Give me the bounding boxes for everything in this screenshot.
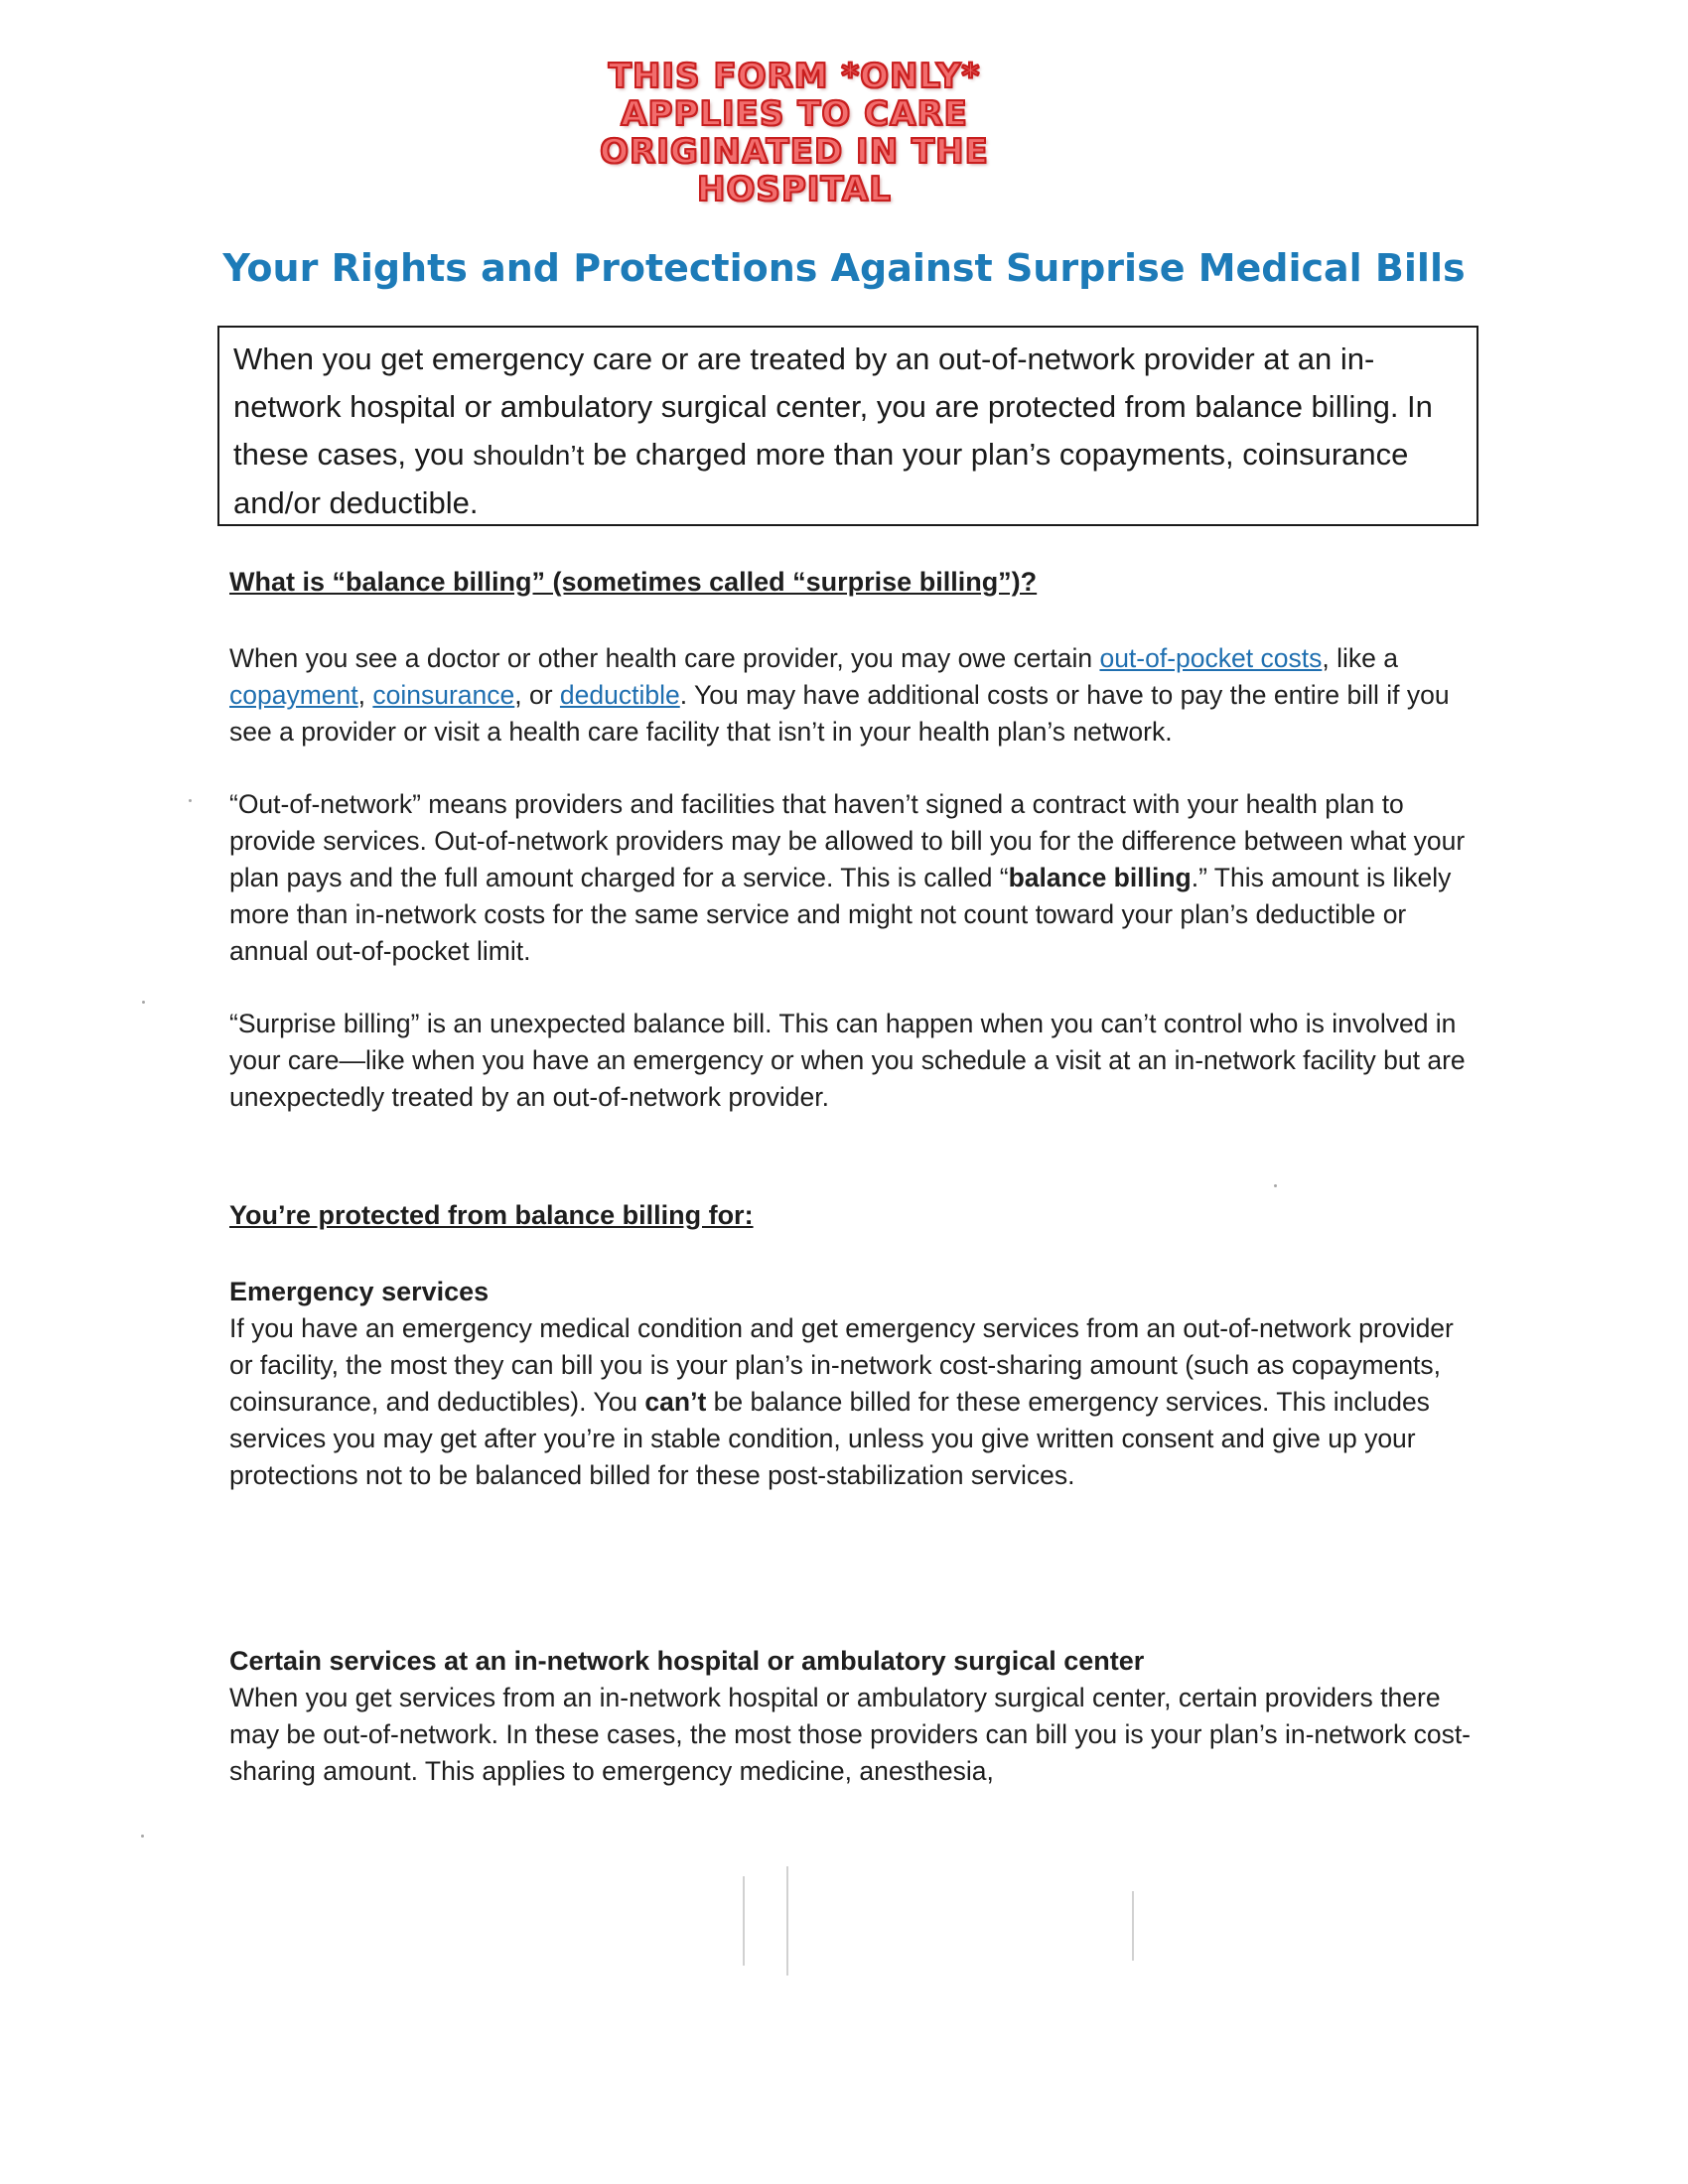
scan-artifact-dot — [141, 1835, 144, 1838]
emergency-text-2: be balance billed for these emergency services. This includes services you may get after you’re in stable condition, unless you give written consent and give up your protections not to be balanced billed for these post-stabilization services. — [229, 1387, 1430, 1490]
banner-line-4: HOSPITAL — [697, 170, 892, 209]
summary-box — [217, 326, 1478, 526]
summary-text-end: be charged more than your plan’s copayments, coinsurance and/or deductible. — [233, 437, 1409, 520]
page-title: Your Rights and Protections Against Surprise Medical Bills — [222, 246, 1466, 290]
emergency-services-subheading: Emergency services — [229, 1277, 490, 1306]
banner-line-1: THIS FORM *ONLY* — [608, 57, 981, 96]
document-body — [229, 564, 1480, 1790]
balance-billing-term: balance billing — [1008, 863, 1192, 892]
cant-term: can’t — [644, 1387, 707, 1417]
protections-heading: You’re protected from balance billing for: — [229, 1200, 754, 1230]
paragraph-certain-services: When you get services from an in-network hospital or ambulatory surgical center, certain providers there may be out-of-network. In these cases, the most those providers can bill you is your plan’s in-network cost-sharing amount. This applies to emergency medicine, anesthesia, — [229, 1683, 1472, 1786]
balance-billing-heading: What is “balance billing” (sometimes called “surprise billing”)? — [229, 567, 1038, 597]
scan-artifact-dot — [1274, 1184, 1277, 1187]
certain-services-subheading: Certain services at an in-network hospital or ambulatory surgical center — [229, 1646, 1145, 1676]
scan-artifact-dot — [189, 799, 192, 802]
paragraph-surprise-billing: “Surprise billing” is an unexpected balance bill. This can happen when you can’t control who is involved in your care—like when you have an emergency or when you schedule a visit at an in-network facility but are unexpectedly treated by an out-of-network provider. — [229, 1009, 1466, 1112]
emergency-text-1: If you have an emergency medical condition and get emergency services from an out-of-network provider or facility, the most they can bill you is your plan’s in-network cost-sharing amount (such as copayments, coinsurance, and deductibles). You — [229, 1313, 1454, 1417]
p1-text-1: When you see a doctor or other health care provider, you may owe certain — [229, 643, 1100, 673]
p1-text-2: , like a — [1322, 643, 1398, 673]
deductible-link[interactable]: deductible — [559, 680, 680, 710]
coinsurance-link[interactable]: coinsurance — [372, 680, 515, 710]
paragraph-emergency-services — [229, 1310, 1480, 1494]
scan-artifact-line — [1132, 1891, 1134, 1961]
copayment-link[interactable]: copayment — [229, 680, 358, 710]
banner-line-2: APPLIES TO CARE — [621, 94, 968, 134]
p2-text-2: .” This amount is likely more than in-network costs for the same service and might not count toward your plan’s deductible or annual out-of-pocket limit. — [229, 863, 1452, 966]
p1-text-4: , or — [514, 680, 560, 710]
summary-text-start: When you get emergency care or are treated by an out-of-network provider at an in-network hospital or ambulatory surgical center, you are protected from balance billing. In these cases, you — [233, 341, 1433, 472]
p1-text-5: . You may have additional costs or have to pay the entire bill if you see a provider or visit a health care facility that isn’t in your health plan’s network. — [229, 680, 1450, 747]
scan-artifact-line — [743, 1876, 745, 1966]
p2-text-1: “Out-of-network” means providers and facilities that haven’t signed a contract with your health plan to provide services. Out-of-network providers may be allowed to bill you for the difference between what your plan pays and the full amount charged for a service. This is called “ — [229, 789, 1466, 892]
out-of-pocket-costs-link[interactable]: out-of-pocket costs — [1099, 643, 1323, 673]
summary-emphasis: shouldn’t — [473, 440, 585, 471]
banner-line-3: ORIGINATED IN THE — [600, 132, 989, 172]
paragraph-out-of-network — [229, 786, 1480, 970]
p1-text-3: , — [357, 680, 373, 710]
scan-artifact-line — [786, 1866, 788, 1976]
hospital-only-banner — [526, 58, 1062, 208]
paragraph-out-of-pocket — [229, 640, 1480, 751]
scan-artifact-dot — [142, 1001, 145, 1004]
